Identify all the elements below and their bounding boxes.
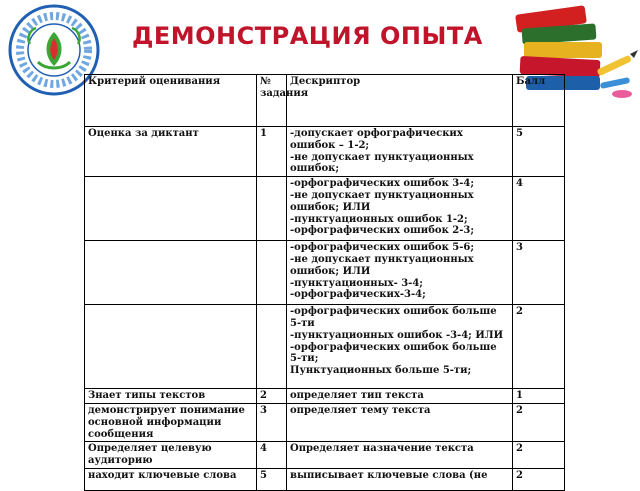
task-number-cell: 3 — [257, 403, 287, 441]
task-number-cell: 1 — [257, 127, 287, 177]
task-number-cell — [257, 305, 287, 389]
criterion-cell — [85, 305, 257, 389]
assessment-table — [84, 74, 565, 491]
score-cell: 2 — [513, 442, 565, 469]
score-cell: 5 — [513, 127, 565, 177]
header-descriptor: Дескриптор — [287, 75, 513, 127]
task-number-cell: 4 — [257, 442, 287, 469]
task-number-cell: 2 — [257, 389, 287, 404]
descriptor-cell: выписывает ключевые слова (не — [287, 468, 513, 490]
score-cell: 1 — [513, 389, 565, 404]
table-row — [85, 127, 565, 177]
table-row — [85, 403, 565, 441]
score-cell: 3 — [513, 241, 565, 305]
header-criterion: Критерий оценивания — [85, 75, 257, 127]
descriptor-cell: -допускает орфографических ошибок – 1-2; -не допускает пунктуационных ошибок; — [287, 127, 513, 177]
criterion-cell: Знает типы текстов — [85, 389, 257, 404]
score-cell: 2 — [513, 305, 565, 389]
criterion-cell — [85, 241, 257, 305]
score-cell: 4 — [513, 177, 565, 241]
descriptor-cell: определяет тип текста — [287, 389, 513, 404]
task-number-cell — [257, 177, 287, 241]
score-cell: 2 — [513, 403, 565, 441]
table-row — [85, 305, 565, 389]
table-row — [85, 177, 565, 241]
descriptor-cell: Определяет назначение текста — [287, 442, 513, 469]
criterion-cell: Оценка за диктант — [85, 127, 257, 177]
criterion-cell: Определяет целевую аудиторию — [85, 442, 257, 469]
table-header-row — [85, 75, 565, 127]
score-cell: 2 — [513, 468, 565, 490]
criterion-cell — [85, 177, 257, 241]
page-title: ДЕМОНСТРАЦИЯ ОПЫТА — [132, 22, 483, 50]
criterion-cell: демонстрирует понимание основной информации сообщения — [85, 403, 257, 441]
descriptor-cell: -орфографических ошибок больше 5-ти -пунктуационных ошибок -3-4; ИЛИ -орфографических ошибок больше 5-ти; Пунктуационных больше 5-ти; — [287, 305, 513, 389]
descriptor-cell: -орфографических ошибок 3-4; -не допускает пунктуационных ошибок; ИЛИ -пунктуационных ошибок 1-2; -орфографических ошибок 2-3; — [287, 177, 513, 241]
task-number-cell: 5 — [257, 468, 287, 490]
descriptor-cell: определяет тему текста — [287, 403, 513, 441]
descriptor-cell: -орфографических ошибок 5-6; -не допускает пунктуационных ошибок; ИЛИ -пунктуационных- 3-4; -орфографических-3-4; — [287, 241, 513, 305]
table-row — [85, 389, 565, 404]
table-row — [85, 241, 565, 305]
criterion-cell: находит ключевые слова — [85, 468, 257, 490]
header-score: Балл — [513, 75, 565, 127]
task-number-cell — [257, 241, 287, 305]
table-row — [85, 468, 565, 490]
table-row — [85, 442, 565, 469]
header-task-number: № задания — [257, 75, 287, 127]
